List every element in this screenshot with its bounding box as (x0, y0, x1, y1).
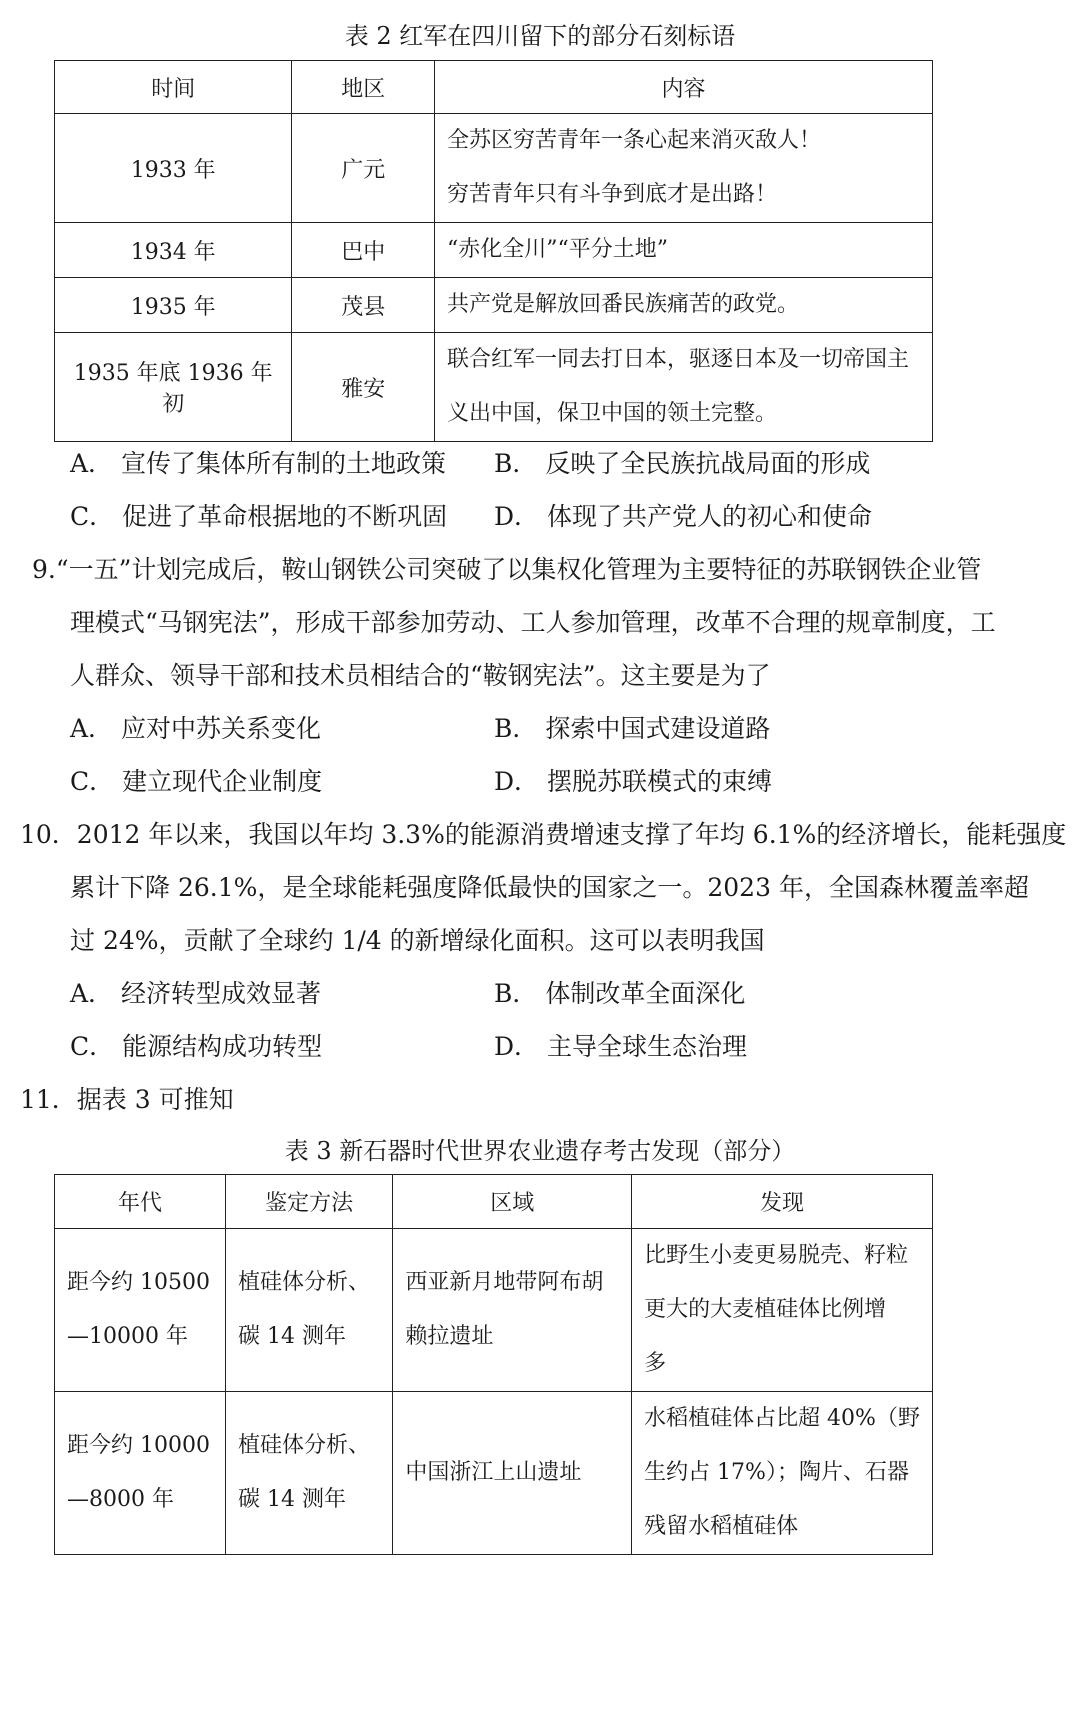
table2-cell-time: 1935 年 (55, 278, 292, 333)
table3-header-method: 鉴定方法 (225, 1175, 392, 1229)
cell-line: 残留水稻植硅体 (644, 1514, 799, 1539)
cell-line: 植硅体分析、 (237, 1433, 370, 1458)
table2-header-region: 地区 (292, 61, 435, 114)
q9-option-d[interactable]: D． 摆脱苏联模式的束缚 (494, 767, 772, 796)
table2-cell-content (435, 223, 933, 278)
table3-header-region: 区域 (393, 1175, 632, 1229)
q9-option-c[interactable]: C． 建立现代企业制度 (70, 767, 323, 796)
table2-row (55, 223, 933, 278)
cell-line: 水稻植硅体占比超 40%（野 (644, 1406, 920, 1431)
cell-line: 碳 14 测年 (237, 1487, 346, 1512)
content-line: 联合红军一同去打日本，驱逐日本及一切帝国主 (447, 347, 910, 372)
table3-caption: 表 3 新石器时代世界农业遗存考古发现（部分） (284, 1137, 796, 1165)
table2-cell-time: 1934 年 (55, 223, 292, 278)
table2-cell-region: 巴中 (292, 223, 435, 278)
cell-line: 碳 14 测年 (237, 1324, 346, 1349)
table3-header-era: 年代 (55, 1175, 226, 1229)
table3-cell-method (225, 1229, 392, 1392)
table3-header-finding: 发现 (632, 1175, 933, 1229)
content-line: 全苏区穷苦青年一条心起来消灭敌人！ (447, 128, 822, 153)
table3-row (55, 1229, 933, 1392)
table2-row (55, 114, 933, 223)
q8-option-c[interactable]: C． 促进了革命根据地的不断巩固 (70, 502, 448, 531)
table2-cell-content (435, 333, 933, 442)
table3-header-row (55, 1175, 933, 1229)
q8-option-d[interactable]: D． 体现了共产党人的初心和使命 (494, 502, 872, 531)
q10-stem-line: 10．2012 年以来，我国以年均 3.3%的能源消费增速支撑了年均 6.1%的经济增长，能耗强度 (20, 820, 1067, 849)
table2-cell-time: 1933 年 (55, 114, 292, 223)
q10-option-b[interactable]: B． 体制改革全面深化 (494, 979, 746, 1008)
table2-cell-content (435, 278, 933, 333)
q10-option-a[interactable]: A． 经济转型成效显著 (70, 979, 322, 1008)
content-line: 共产党是解放回番民族痛苦的政党。 (447, 292, 800, 317)
cell-line: 多 (644, 1351, 667, 1376)
cell-line: 生约占 17%）；陶片、石器 (644, 1460, 909, 1485)
table2-header-content: 内容 (435, 61, 933, 114)
cell-line: 更大的大麦植硅体比例增 (644, 1297, 887, 1322)
table3-cell-finding (632, 1229, 933, 1392)
table2 (54, 60, 933, 442)
table2-header-row (55, 61, 933, 114)
table2-caption: 表 2 红军在四川留下的部分石刻标语 (344, 22, 736, 50)
content-line: “赤化全川”“平分土地” (447, 237, 669, 262)
table2-cell-region: 广元 (292, 114, 435, 223)
table3-cell-era (55, 1229, 226, 1392)
q9-option-a[interactable]: A． 应对中苏关系变化 (70, 714, 322, 743)
cell-line: 植硅体分析、 (237, 1270, 370, 1295)
q9-stem-line: 人群众、领导干部和技术员相结合的“鞍钢宪法”。这主要是为了 (70, 661, 771, 690)
table2-cell-time: 1935 年底 1936 年初 (55, 333, 292, 442)
cell-line: 距今约 10000 (67, 1433, 210, 1458)
table2-row (55, 333, 933, 442)
q8-option-a[interactable]: A． 宣传了集体所有制的土地政策 (70, 449, 447, 478)
table2-cell-region: 茂县 (292, 278, 435, 333)
table2-cell-content (435, 114, 933, 223)
q11-stem: 11．据表 3 可推知 (20, 1085, 234, 1114)
q10-option-d[interactable]: D． 主导全球生态治理 (494, 1032, 747, 1061)
table2-header-time: 时间 (55, 61, 292, 114)
table3 (54, 1174, 933, 1555)
cell-line: 赖拉遗址 (405, 1324, 494, 1349)
table3-cell-region (393, 1392, 632, 1555)
cell-line: 比野生小麦更易脱壳、籽粒 (644, 1243, 909, 1268)
table3-cell-method (225, 1392, 392, 1555)
table2-cell-region: 雅安 (292, 333, 435, 442)
q9-option-b[interactable]: B． 探索中国式建设道路 (494, 714, 771, 743)
q10-stem-line: 过 24%，贡献了全球约 1/4 的新增绿化面积。这可以表明我国 (70, 926, 765, 955)
table3-cell-region (393, 1229, 632, 1392)
cell-line: —8000 年 (67, 1487, 174, 1512)
q8-option-b[interactable]: B． 反映了全民族抗战局面的形成 (494, 449, 871, 478)
cell-line: 西亚新月地带阿布胡 (405, 1270, 604, 1295)
content-line: 穷苦青年只有斗争到底才是出路！ (447, 182, 778, 207)
q10-option-c[interactable]: C． 能源结构成功转型 (70, 1032, 323, 1061)
cell-line: 距今约 10500 (67, 1270, 210, 1295)
q10-stem-line: 累计下降 26.1%，是全球能耗强度降低最快的国家之一。2023 年，全国森林覆盖率超 (70, 873, 1029, 902)
q9-stem-line: 理模式“马钢宪法”，形成干部参加劳动、工人参加管理，改革不合理的规章制度，工 (70, 608, 996, 637)
q9-stem-line: 9.“一五”计划完成后，鞍山钢铁公司突破了以集权化管理为主要特征的苏联钢铁企业管 (32, 555, 982, 584)
table2-row (55, 278, 933, 333)
content-line: 义出中国，保卫中国的领土完整。 (447, 401, 778, 426)
table3-row (55, 1392, 933, 1555)
cell-line: —10000 年 (67, 1324, 188, 1349)
table3-cell-era (55, 1392, 226, 1555)
cell-line: 中国浙江上山遗址 (405, 1460, 582, 1485)
table3-cell-finding (632, 1392, 933, 1555)
